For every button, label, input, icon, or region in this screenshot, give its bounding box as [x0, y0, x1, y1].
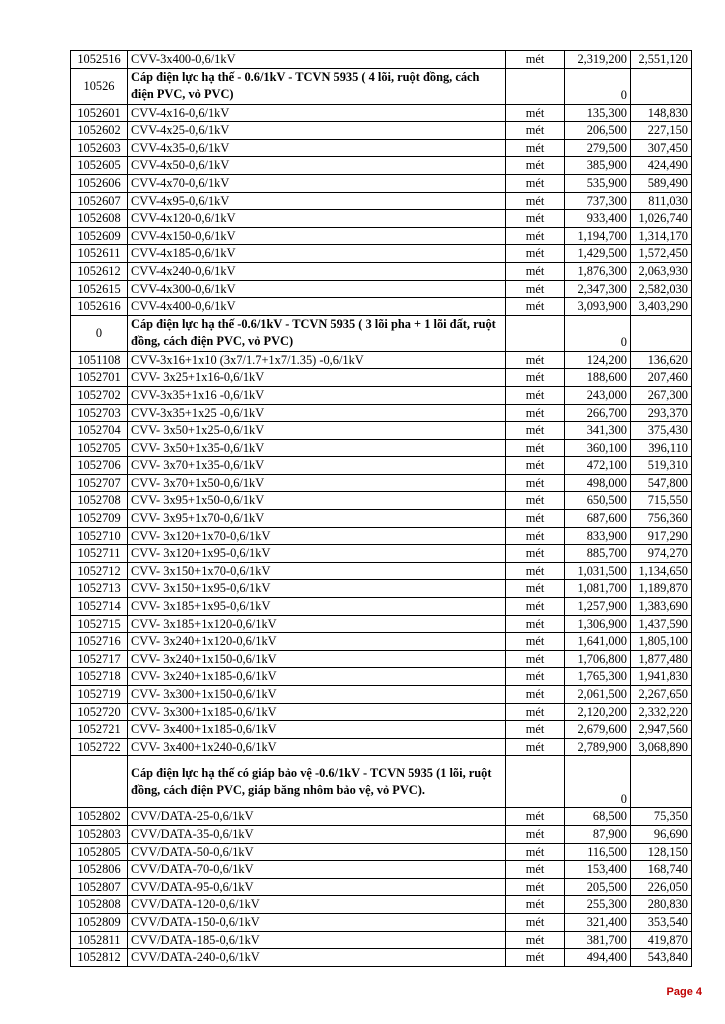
unit-cell: mét [506, 580, 565, 598]
price-before-tax-cell: 1,429,500 [565, 245, 631, 263]
table-row [71, 527, 692, 545]
price-before-tax-cell: 68,500 [565, 808, 631, 826]
unit-cell: mét [506, 262, 565, 280]
unit-cell: mét [506, 192, 565, 210]
product-code-cell: 1052611 [71, 245, 128, 263]
table-row [71, 457, 692, 475]
price-before-tax-cell: 124,200 [565, 351, 631, 369]
price-with-tax-cell: 128,150 [631, 843, 692, 861]
unit-cell: mét [506, 227, 565, 245]
price-before-tax-cell: 279,500 [565, 139, 631, 157]
price-with-tax-cell: 1,437,590 [631, 615, 692, 633]
unit-cell: mét [506, 369, 565, 387]
product-code-cell: 1052612 [71, 262, 128, 280]
product-code-cell: 1052705 [71, 439, 128, 457]
product-name-cell: CVV- 3x50+1x25-0,6/1kV [128, 422, 506, 440]
unit-cell: mét [506, 404, 565, 422]
unit-cell: mét [506, 633, 565, 651]
product-name-cell: CVV- 3x120+1x95-0,6/1kV [128, 545, 506, 563]
product-code-cell: 1052717 [71, 650, 128, 668]
price-before-tax-cell: 1,876,300 [565, 262, 631, 280]
product-name-cell: CVV- 3x185+1x95-0,6/1kV [128, 598, 506, 616]
table-row [71, 369, 692, 387]
product-code-cell: 1052802 [71, 808, 128, 826]
price-before-tax-cell: 153,400 [565, 861, 631, 879]
price-with-tax-cell: 811,030 [631, 192, 692, 210]
product-code-cell: 1052812 [71, 949, 128, 967]
product-code-cell: 1052605 [71, 157, 128, 175]
price-with-tax-cell: 396,110 [631, 439, 692, 457]
product-code-cell: 1052710 [71, 527, 128, 545]
price-before-tax-cell: 0 [565, 68, 631, 104]
unit-cell: mét [506, 51, 565, 69]
price-before-tax-cell: 472,100 [565, 457, 631, 475]
price-with-tax-cell: 375,430 [631, 422, 692, 440]
product-code-cell: 1052609 [71, 227, 128, 245]
price-with-tax-cell: 1,941,830 [631, 668, 692, 686]
price-with-tax-cell: 96,690 [631, 825, 692, 843]
product-name-cell: CVV-4x95-0,6/1kV [128, 192, 506, 210]
product-name-cell: CVV/DATA-35-0,6/1kV [128, 825, 506, 843]
price-with-tax-cell: 917,290 [631, 527, 692, 545]
unit-cell: mét [506, 650, 565, 668]
price-before-tax-cell: 1,706,800 [565, 650, 631, 668]
unit-cell: mét [506, 510, 565, 528]
price-with-tax-cell: 424,490 [631, 157, 692, 175]
product-code-cell: 1052615 [71, 280, 128, 298]
product-name-cell: CVV-4x70-0,6/1kV [128, 174, 506, 192]
price-before-tax-cell: 206,500 [565, 122, 631, 140]
price-with-tax-cell: 974,270 [631, 545, 692, 563]
product-code-cell: 1052704 [71, 422, 128, 440]
price-before-tax-cell: 1,765,300 [565, 668, 631, 686]
price-with-tax-cell: 1,572,450 [631, 245, 692, 263]
product-code-cell: 1052807 [71, 878, 128, 896]
product-name-cell: CVV-4x400-0,6/1kV [128, 298, 506, 316]
table-row [71, 861, 692, 879]
product-name-cell: CVV- 3x120+1x70-0,6/1kV [128, 527, 506, 545]
product-name-cell: CVV- 3x70+1x50-0,6/1kV [128, 474, 506, 492]
table-row [71, 808, 692, 826]
product-name-cell: CVV-3x35+1x25 -0,6/1kV [128, 404, 506, 422]
product-name-cell: CVV-4x150-0,6/1kV [128, 227, 506, 245]
price-with-tax-cell: 2,332,220 [631, 703, 692, 721]
price-with-tax-cell [631, 756, 692, 808]
table-row [71, 580, 692, 598]
unit-cell: mét [506, 245, 565, 263]
unit-cell: mét [506, 825, 565, 843]
price-before-tax-cell: 385,900 [565, 157, 631, 175]
price-table [70, 50, 692, 967]
price-with-tax-cell: 2,267,650 [631, 686, 692, 704]
product-name-cell: CVV- 3x300+1x150-0,6/1kV [128, 686, 506, 704]
unit-cell: mét [506, 808, 565, 826]
product-code-cell: 1052722 [71, 738, 128, 756]
price-with-tax-cell: 2,947,560 [631, 721, 692, 739]
product-code-cell: 1052711 [71, 545, 128, 563]
unit-cell: mét [506, 422, 565, 440]
price-before-tax-cell: 188,600 [565, 369, 631, 387]
unit-cell: mét [506, 896, 565, 914]
unit-cell: mét [506, 686, 565, 704]
price-with-tax-cell: 227,150 [631, 122, 692, 140]
price-with-tax-cell [631, 68, 692, 104]
product-name-cell: CVV-4x50-0,6/1kV [128, 157, 506, 175]
unit-cell: mét [506, 351, 565, 369]
unit-cell: mét [506, 527, 565, 545]
price-with-tax-cell: 168,740 [631, 861, 692, 879]
product-name-cell: CVV/DATA-25-0,6/1kV [128, 808, 506, 826]
product-name-cell: CVV/DATA-70-0,6/1kV [128, 861, 506, 879]
price-before-tax-cell: 737,300 [565, 192, 631, 210]
price-with-tax-cell: 2,551,120 [631, 51, 692, 69]
product-code-cell: 1052603 [71, 139, 128, 157]
unit-cell: mét [506, 122, 565, 140]
product-name-cell: CVV-3x400-0,6/1kV [128, 51, 506, 69]
table-row [71, 174, 692, 192]
price-with-tax-cell [631, 315, 692, 351]
product-code-cell: 1052601 [71, 104, 128, 122]
unit-cell [506, 756, 565, 808]
unit-cell: mét [506, 280, 565, 298]
table-row [71, 139, 692, 157]
table-row [71, 878, 692, 896]
price-before-tax-cell: 1,081,700 [565, 580, 631, 598]
price-before-tax-cell: 255,300 [565, 896, 631, 914]
table-row [71, 615, 692, 633]
product-code-cell: 1052803 [71, 825, 128, 843]
unit-cell: mét [506, 562, 565, 580]
price-before-tax-cell: 0 [565, 315, 631, 351]
page-number: Page 4 [666, 986, 702, 998]
unit-cell: mét [506, 439, 565, 457]
product-code-cell: 1052703 [71, 404, 128, 422]
product-code-cell: 1052708 [71, 492, 128, 510]
table-row [71, 650, 692, 668]
price-before-tax-cell: 1,257,900 [565, 598, 631, 616]
unit-cell: mét [506, 174, 565, 192]
table-row [71, 51, 692, 69]
table-row [71, 562, 692, 580]
table-row [71, 931, 692, 949]
price-before-tax-cell: 2,789,900 [565, 738, 631, 756]
product-code-cell: 1052806 [71, 861, 128, 879]
unit-cell: mét [506, 615, 565, 633]
product-code-cell: 1052707 [71, 474, 128, 492]
price-before-tax-cell: 1,031,500 [565, 562, 631, 580]
product-name-cell: CVV- 3x185+1x120-0,6/1kV [128, 615, 506, 633]
product-code-cell: 1052701 [71, 369, 128, 387]
price-before-tax-cell: 494,400 [565, 949, 631, 967]
price-with-tax-cell: 280,830 [631, 896, 692, 914]
price-with-tax-cell: 75,350 [631, 808, 692, 826]
table-row [71, 422, 692, 440]
price-before-tax-cell: 498,000 [565, 474, 631, 492]
price-before-tax-cell: 650,500 [565, 492, 631, 510]
product-code-cell: 1052602 [71, 122, 128, 140]
price-with-tax-cell: 2,582,030 [631, 280, 692, 298]
table-row [71, 404, 692, 422]
price-with-tax-cell: 3,403,290 [631, 298, 692, 316]
price-with-tax-cell: 136,620 [631, 351, 692, 369]
table-row [71, 351, 692, 369]
table-row [71, 598, 692, 616]
unit-cell: mét [506, 843, 565, 861]
table-row [71, 439, 692, 457]
price-before-tax-cell: 341,300 [565, 422, 631, 440]
unit-cell: mét [506, 104, 565, 122]
product-name-cell: CVV- 3x25+1x16-0,6/1kV [128, 369, 506, 387]
price-before-tax-cell: 2,347,300 [565, 280, 631, 298]
price-with-tax-cell: 226,050 [631, 878, 692, 896]
product-name-cell: CVV/DATA-185-0,6/1kV [128, 931, 506, 949]
price-with-tax-cell: 3,068,890 [631, 738, 692, 756]
product-name-cell: CVV-4x240-0,6/1kV [128, 262, 506, 280]
product-name-cell: CVV- 3x150+1x95-0,6/1kV [128, 580, 506, 598]
unit-cell: mét [506, 949, 565, 967]
product-name-cell: CVV- 3x95+1x70-0,6/1kV [128, 510, 506, 528]
product-name-cell: CVV-4x16-0,6/1kV [128, 104, 506, 122]
price-before-tax-cell: 2,061,500 [565, 686, 631, 704]
product-name-cell: Cáp điện lực hạ thế có giáp bảo vệ -0.6/1kV - TCVN 5935 (1 lõi, ruột đồng, cách điện PVC, giáp băng nhôm bảo vệ, vỏ PVC). [128, 756, 506, 808]
table-row [71, 298, 692, 316]
product-name-cell: CVV- 3x95+1x50-0,6/1kV [128, 492, 506, 510]
price-before-tax-cell: 0 [565, 756, 631, 808]
product-code-cell [71, 756, 128, 808]
table-row [71, 474, 692, 492]
unit-cell: mét [506, 738, 565, 756]
product-name-cell: CVV- 3x70+1x35-0,6/1kV [128, 457, 506, 475]
product-name-cell: CVV-4x120-0,6/1kV [128, 210, 506, 228]
price-with-tax-cell: 1,805,100 [631, 633, 692, 651]
table-row [71, 825, 692, 843]
price-before-tax-cell: 243,000 [565, 386, 631, 404]
price-before-tax-cell: 2,679,600 [565, 721, 631, 739]
price-with-tax-cell: 293,370 [631, 404, 692, 422]
price-with-tax-cell: 543,840 [631, 949, 692, 967]
price-with-tax-cell: 1,383,690 [631, 598, 692, 616]
table-row [71, 192, 692, 210]
product-name-cell: CVV- 3x400+1x185-0,6/1kV [128, 721, 506, 739]
price-with-tax-cell: 589,490 [631, 174, 692, 192]
table-row [71, 913, 692, 931]
product-code-cell: 1052716 [71, 633, 128, 651]
price-before-tax-cell: 833,900 [565, 527, 631, 545]
product-name-cell: CVV-3x16+1x10 (3x7/1.7+1x7/1.35) -0,6/1kV [128, 351, 506, 369]
price-before-tax-cell: 87,900 [565, 825, 631, 843]
product-code-cell: 1052606 [71, 174, 128, 192]
price-with-tax-cell: 307,450 [631, 139, 692, 157]
unit-cell: mét [506, 721, 565, 739]
table-row [71, 633, 692, 651]
price-with-tax-cell: 353,540 [631, 913, 692, 931]
product-code-cell: 1052702 [71, 386, 128, 404]
product-code-cell: 1052608 [71, 210, 128, 228]
price-before-tax-cell: 360,100 [565, 439, 631, 457]
price-with-tax-cell: 1,134,650 [631, 562, 692, 580]
product-name-cell: CVV-3x35+1x16 -0,6/1kV [128, 386, 506, 404]
price-before-tax-cell: 135,300 [565, 104, 631, 122]
unit-cell: mét [506, 861, 565, 879]
product-code-cell: 1052607 [71, 192, 128, 210]
unit-cell: mét [506, 913, 565, 931]
unit-cell: mét [506, 457, 565, 475]
table-row [71, 492, 692, 510]
product-code-cell: 1052811 [71, 931, 128, 949]
product-name-cell: CVV-4x185-0,6/1kV [128, 245, 506, 263]
unit-cell: mét [506, 492, 565, 510]
price-with-tax-cell: 715,550 [631, 492, 692, 510]
price-before-tax-cell: 381,700 [565, 931, 631, 949]
product-code-cell: 1052616 [71, 298, 128, 316]
table-row [71, 386, 692, 404]
table-row [71, 686, 692, 704]
product-code-cell: 1052706 [71, 457, 128, 475]
unit-cell: mét [506, 878, 565, 896]
product-code-cell: 1052714 [71, 598, 128, 616]
product-code-cell: 10526 [71, 68, 128, 104]
price-before-tax-cell: 535,900 [565, 174, 631, 192]
price-with-tax-cell: 267,300 [631, 386, 692, 404]
table-row [71, 280, 692, 298]
section-heading-row [71, 68, 692, 104]
product-name-cell: CVV- 3x150+1x70-0,6/1kV [128, 562, 506, 580]
price-before-tax-cell: 266,700 [565, 404, 631, 422]
product-code-cell: 1052712 [71, 562, 128, 580]
price-with-tax-cell: 547,800 [631, 474, 692, 492]
product-code-cell: 1052808 [71, 896, 128, 914]
table-row [71, 245, 692, 263]
product-name-cell: CVV/DATA-120-0,6/1kV [128, 896, 506, 914]
unit-cell: mét [506, 139, 565, 157]
product-name-cell: CVV-4x35-0,6/1kV [128, 139, 506, 157]
product-name-cell: CVV/DATA-240-0,6/1kV [128, 949, 506, 967]
price-before-tax-cell: 1,306,900 [565, 615, 631, 633]
product-name-cell: CVV- 3x240+1x150-0,6/1kV [128, 650, 506, 668]
price-with-tax-cell: 148,830 [631, 104, 692, 122]
product-code-cell: 1052713 [71, 580, 128, 598]
table-row [71, 262, 692, 280]
section-heading-row [71, 315, 692, 351]
price-with-tax-cell: 756,360 [631, 510, 692, 528]
price-with-tax-cell: 207,460 [631, 369, 692, 387]
product-name-cell: CVV- 3x240+1x120-0,6/1kV [128, 633, 506, 651]
table-row [71, 668, 692, 686]
price-before-tax-cell: 205,500 [565, 878, 631, 896]
product-code-cell: 0 [71, 315, 128, 351]
product-name-cell: Cáp điện lực hạ thế -0.6/1kV - TCVN 5935 ( 3 lõi pha + 1 lõi đất, ruột đồng, cách điện PVC, vỏ PVC) [128, 315, 506, 351]
price-with-tax-cell: 519,310 [631, 457, 692, 475]
price-before-tax-cell: 1,641,000 [565, 633, 631, 651]
unit-cell: mét [506, 931, 565, 949]
product-name-cell: CVV- 3x300+1x185-0,6/1kV [128, 703, 506, 721]
price-before-tax-cell: 3,093,900 [565, 298, 631, 316]
product-name-cell: Cáp điện lực hạ thế - 0.6/1kV - TCVN 5935 ( 4 lõi, ruột đồng, cách điện PVC, vỏ PVC) [128, 68, 506, 104]
unit-cell: mét [506, 598, 565, 616]
product-code-cell: 1052709 [71, 510, 128, 528]
price-with-tax-cell: 1,189,870 [631, 580, 692, 598]
unit-cell: mét [506, 298, 565, 316]
product-name-cell: CVV-4x25-0,6/1kV [128, 122, 506, 140]
table-row [71, 843, 692, 861]
price-before-tax-cell: 2,120,200 [565, 703, 631, 721]
price-before-tax-cell: 2,319,200 [565, 51, 631, 69]
section-heading-row [71, 756, 692, 808]
product-code-cell: 1052721 [71, 721, 128, 739]
product-code-cell: 1052809 [71, 913, 128, 931]
price-before-tax-cell: 116,500 [565, 843, 631, 861]
unit-cell: mét [506, 474, 565, 492]
product-code-cell: 1052719 [71, 686, 128, 704]
product-name-cell: CVV/DATA-150-0,6/1kV [128, 913, 506, 931]
table-row [71, 721, 692, 739]
product-name-cell: CVV- 3x50+1x35-0,6/1kV [128, 439, 506, 457]
price-with-tax-cell: 1,314,170 [631, 227, 692, 245]
product-code-cell: 1052718 [71, 668, 128, 686]
price-with-tax-cell: 419,870 [631, 931, 692, 949]
product-name-cell: CVV- 3x240+1x185-0,6/1kV [128, 668, 506, 686]
product-name-cell: CVV/DATA-50-0,6/1kV [128, 843, 506, 861]
unit-cell: mét [506, 210, 565, 228]
table-row [71, 122, 692, 140]
product-code-cell: 1052715 [71, 615, 128, 633]
product-name-cell: CVV- 3x400+1x240-0,6/1kV [128, 738, 506, 756]
price-before-tax-cell: 321,400 [565, 913, 631, 931]
table-row [71, 545, 692, 563]
unit-cell: mét [506, 668, 565, 686]
unit-cell: mét [506, 545, 565, 563]
product-code-cell: 1052516 [71, 51, 128, 69]
price-table-body [71, 51, 692, 967]
unit-cell: mét [506, 157, 565, 175]
price-before-tax-cell: 687,600 [565, 510, 631, 528]
product-code-cell: 1051108 [71, 351, 128, 369]
unit-cell [506, 68, 565, 104]
table-row [71, 949, 692, 967]
price-with-tax-cell: 1,026,740 [631, 210, 692, 228]
price-with-tax-cell: 1,877,480 [631, 650, 692, 668]
table-row [71, 227, 692, 245]
price-before-tax-cell: 1,194,700 [565, 227, 631, 245]
price-before-tax-cell: 885,700 [565, 545, 631, 563]
table-row [71, 210, 692, 228]
unit-cell [506, 315, 565, 351]
table-row [71, 703, 692, 721]
table-row [71, 510, 692, 528]
product-name-cell: CVV/DATA-95-0,6/1kV [128, 878, 506, 896]
unit-cell: mét [506, 386, 565, 404]
table-row [71, 157, 692, 175]
table-row [71, 738, 692, 756]
product-name-cell: CVV-4x300-0,6/1kV [128, 280, 506, 298]
product-code-cell: 1052720 [71, 703, 128, 721]
price-with-tax-cell: 2,063,930 [631, 262, 692, 280]
table-row [71, 104, 692, 122]
product-code-cell: 1052805 [71, 843, 128, 861]
price-before-tax-cell: 933,400 [565, 210, 631, 228]
table-row [71, 896, 692, 914]
unit-cell: mét [506, 703, 565, 721]
